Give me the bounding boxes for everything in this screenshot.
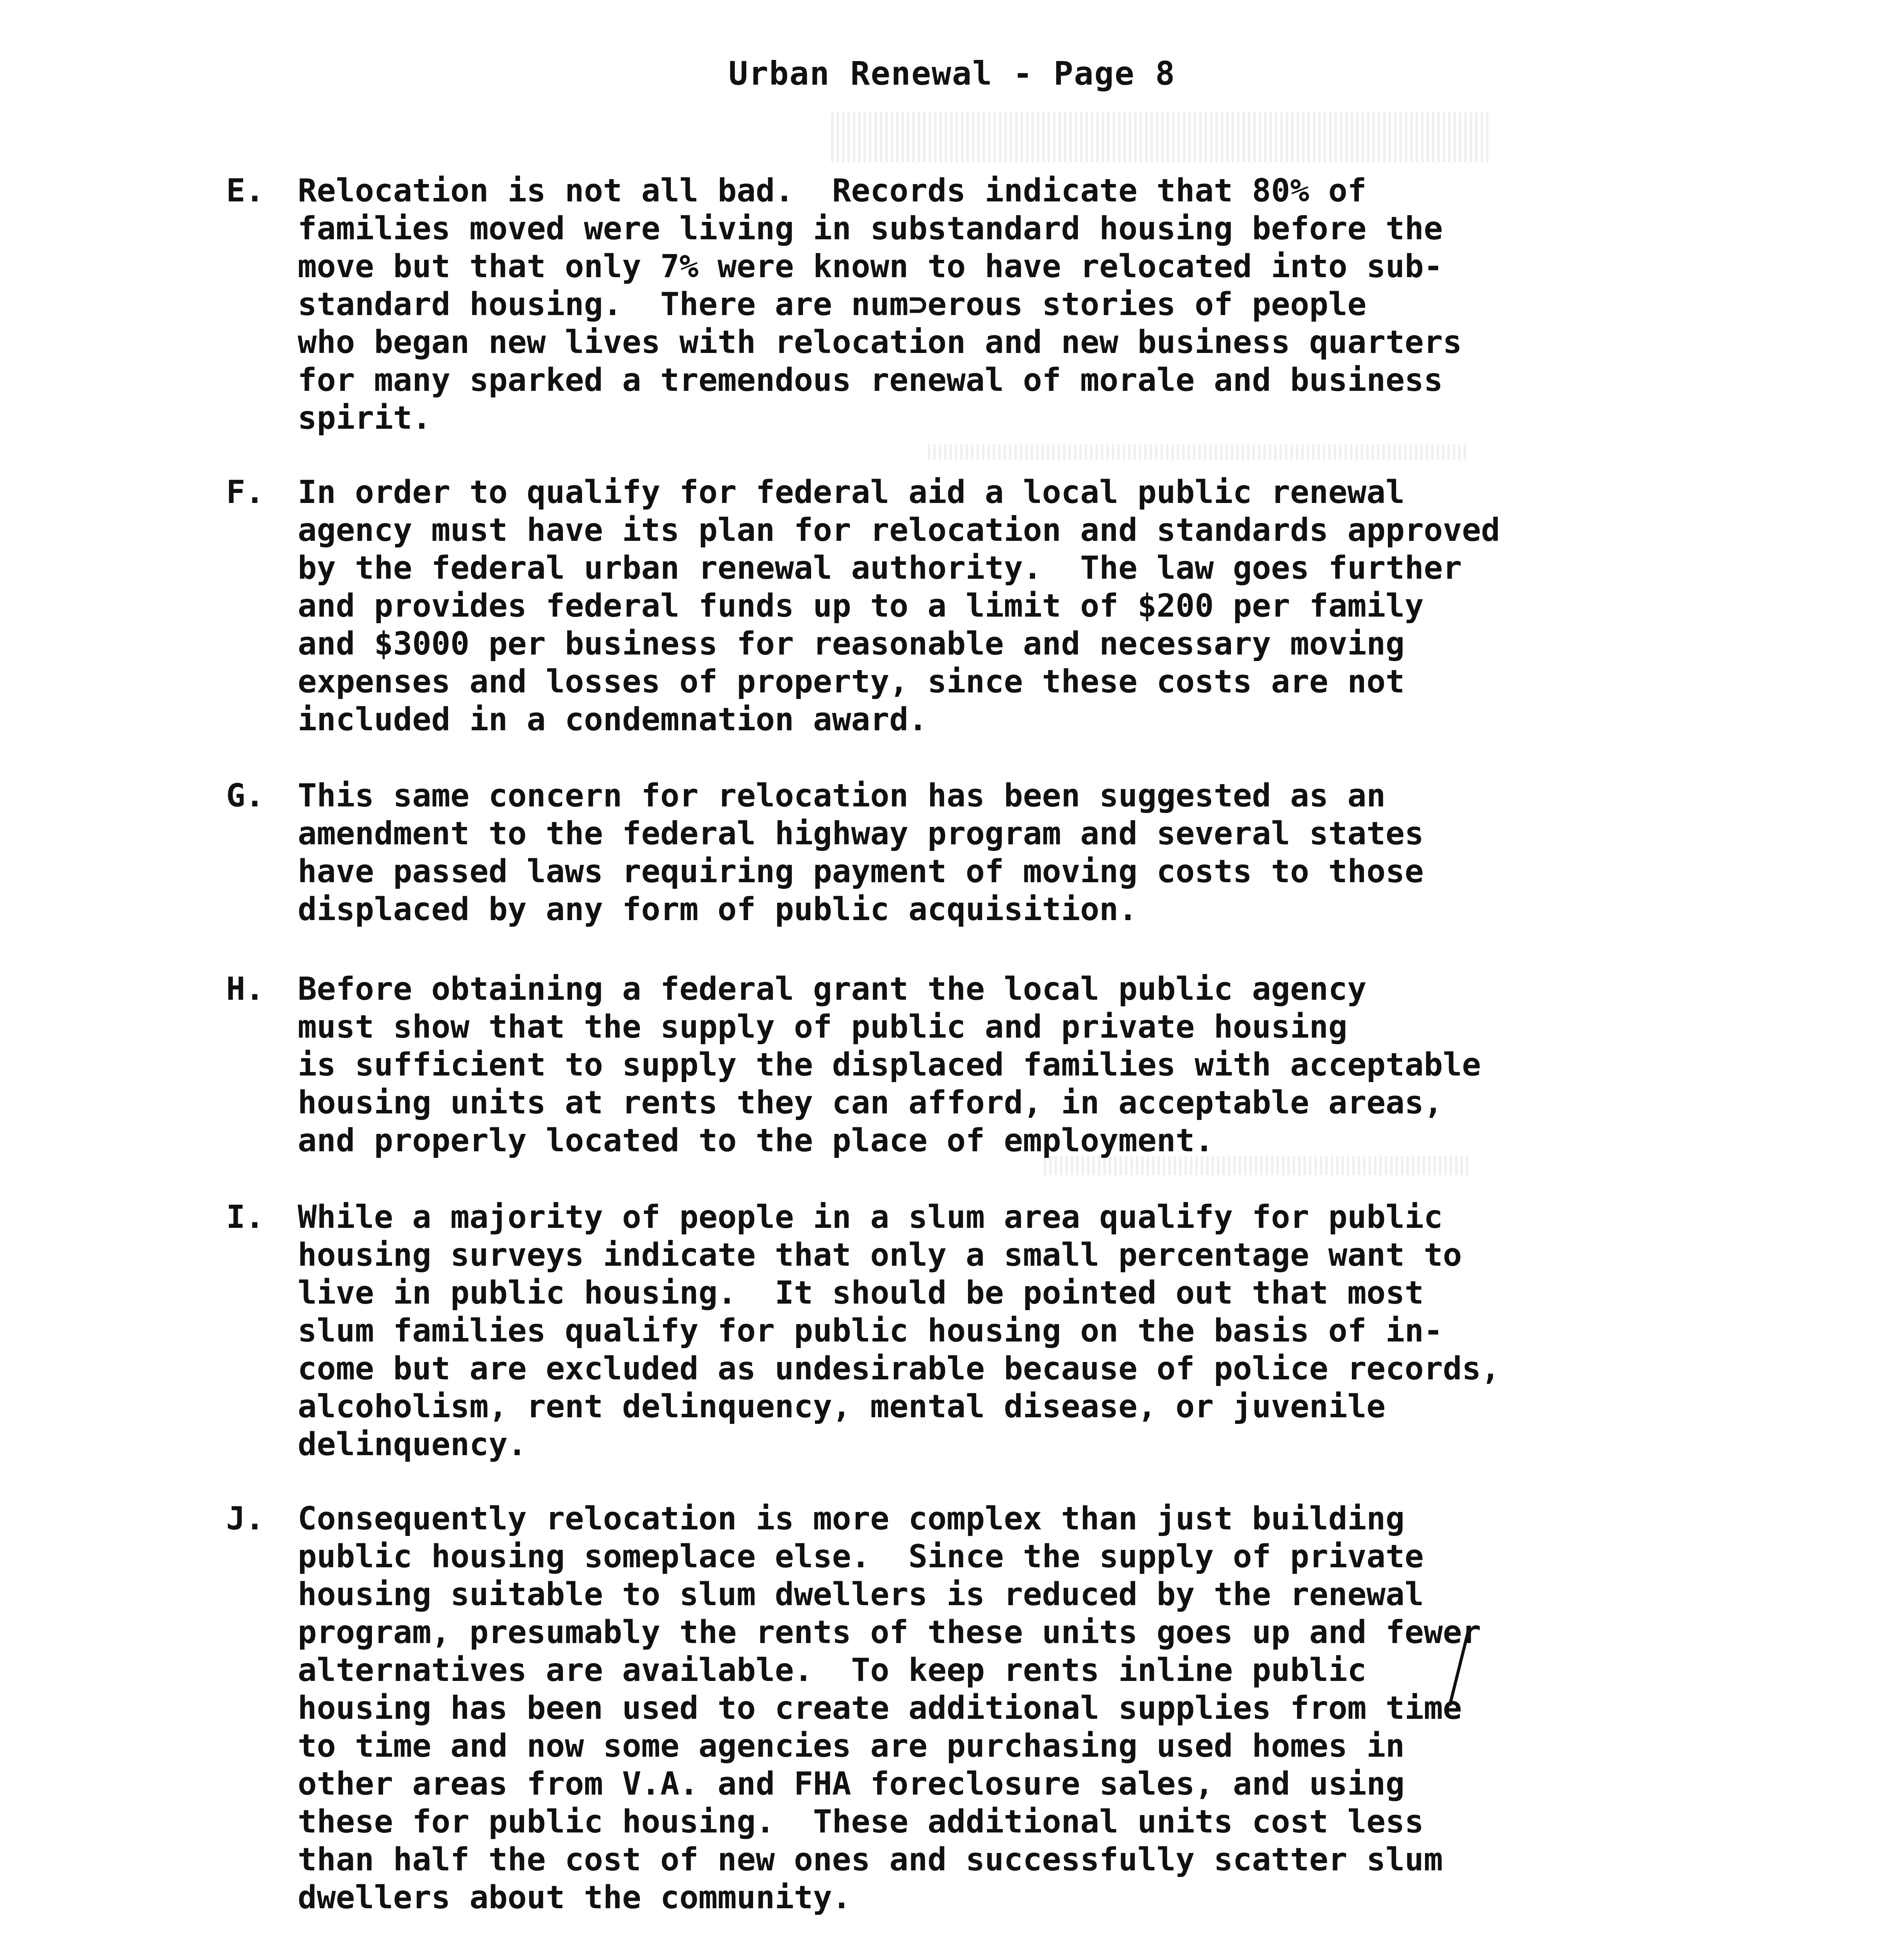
- text-line: live in public housing. It should be pointed out that most: [298, 1275, 1424, 1311]
- text-line: housing surveys indicate that only a small percentage want to: [298, 1237, 1462, 1273]
- text-line: dwellers about the community.: [298, 1879, 851, 1916]
- text-line: While a majority of people in a slum area qualify for public: [298, 1199, 1443, 1236]
- text-line: and $3000 per business for reasonable and necessary moving: [298, 626, 1405, 662]
- section-letter: I.: [226, 1199, 264, 1236]
- text-line: and properly located to the place of employment.: [298, 1122, 1214, 1159]
- scan-noise: [831, 112, 1488, 162]
- text-line: alternatives are available. To keep rents inline public: [298, 1652, 1367, 1689]
- section-letter: F.: [226, 474, 264, 511]
- text-line: slum families qualify for public housing on the basis of in-: [298, 1313, 1443, 1349]
- text-line: by the federal urban renewal authority. The law goes further: [298, 550, 1462, 586]
- text-line: to time and now some agencies are purchasing used homes in: [298, 1728, 1405, 1764]
- section-letter: J.: [226, 1500, 264, 1537]
- section-letter: G.: [226, 777, 264, 814]
- text-line: must show that the supply of public and private housing: [298, 1009, 1348, 1045]
- text-line: is sufficient to supply the displaced families with acceptable: [298, 1047, 1481, 1083]
- text-line: have passed laws requiring payment of moving costs to those: [298, 853, 1424, 890]
- text-line: program, presumably the rents of these units goes up and fewer: [298, 1614, 1481, 1651]
- text-line: standard housing. There are num⊃erous stories of people: [298, 286, 1367, 323]
- text-line: move but that only 7% were known to have relocated into sub-: [298, 248, 1443, 285]
- text-line: who began new lives with relocation and new business quarters: [298, 324, 1462, 361]
- section-j: [226, 1500, 1875, 1917]
- text-line: than half the cost of new ones and successfully scatter slum: [298, 1841, 1443, 1878]
- section-letter: H.: [226, 971, 264, 1007]
- text-line: families moved were living in substandard housing before the: [298, 210, 1443, 247]
- text-line: these for public housing. These additional units cost less: [298, 1803, 1424, 1840]
- text-line: Relocation is not all bad. Records indicate that 80% of: [298, 172, 1367, 209]
- scan-noise: [928, 445, 1469, 460]
- section-h: [226, 970, 1875, 1160]
- text-line: housing units at rents they can afford, in acceptable areas,: [298, 1084, 1443, 1121]
- section-e: [226, 172, 1875, 437]
- text-line: displaced by any form of public acquisition.: [298, 891, 1138, 928]
- section-i: [226, 1198, 1875, 1464]
- text-line: spirit.: [298, 400, 431, 436]
- text-line: other areas from V.A. and FHA foreclosure sales, and using: [298, 1766, 1405, 1802]
- text-line: and provides federal funds up to a limit of $200 per family: [298, 588, 1424, 624]
- text-line: amendment to the federal highway program and several states: [298, 815, 1424, 852]
- page-title: Urban Renewal - Page 8: [728, 55, 1176, 92]
- text-line: In order to qualify for federal aid a local public renewal: [298, 474, 1405, 511]
- text-line: included in a condemnation award.: [298, 701, 928, 738]
- section-f: [226, 474, 1875, 739]
- section-letter: E.: [226, 172, 264, 209]
- text-line: come but are excluded as undesirable because of police records,: [298, 1350, 1500, 1387]
- text-line: delinquency.: [298, 1426, 527, 1463]
- text-line: expenses and losses of property, since these costs are not: [298, 663, 1405, 700]
- text-line: public housing someplace else. Since the supply of private: [298, 1538, 1424, 1575]
- text-line: housing has been used to create additional supplies from time: [298, 1690, 1462, 1727]
- text-line: This same concern for relocation has been suggested as an: [298, 777, 1386, 814]
- text-line: alcoholism, rent delinquency, mental disease, or juvenile: [298, 1388, 1386, 1425]
- text-line: housing suitable to slum dwellers is reduced by the renewal: [298, 1576, 1424, 1613]
- section-g: [226, 777, 1875, 929]
- text-line: Before obtaining a federal grant the local public agency: [298, 971, 1367, 1007]
- text-line: for many sparked a tremendous renewal of morale and business: [298, 362, 1443, 399]
- text-line: agency must have its plan for relocation and standards approved: [298, 512, 1500, 549]
- text-line: Consequently relocation is more complex than just building: [298, 1500, 1405, 1537]
